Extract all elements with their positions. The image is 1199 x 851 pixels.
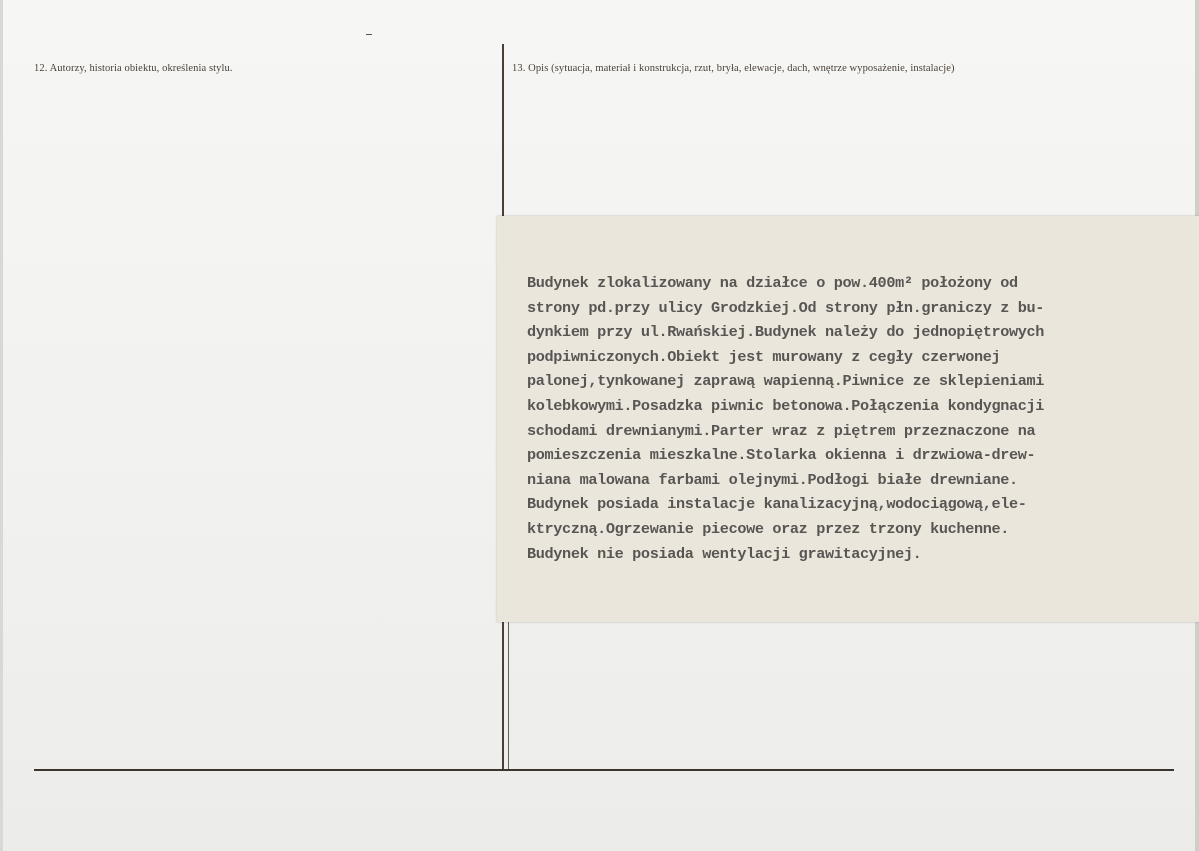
typed-line: schodami drewnianymi.Parter wraz z piętrem przeznaczone na xyxy=(527,421,1036,440)
sheet-edge-left xyxy=(0,0,3,851)
registration-mark xyxy=(366,34,372,35)
typed-line: podpiwniczonych.Obiekt jest murowany z cegły czerwonej xyxy=(527,347,1001,366)
typed-line: kolebkowymi.Posadzka piwnic betonowa.Połączenia kondygnacji xyxy=(527,396,1045,415)
typed-line: Budynek nie posiada wentylacji grawitacyjnej. xyxy=(527,544,922,563)
typed-description xyxy=(527,271,1177,566)
typed-line: niana malowana farbami olejnymi.Podłogi białe drewniane. xyxy=(527,470,1018,489)
typed-line: dynkiem przy ul.Rwańskiej.Budynek należy do jednopiętrowych xyxy=(527,323,1045,342)
field-12-label: 12. Autorzy, historia obiektu, określenia stylu. xyxy=(34,63,233,74)
typed-line: ktryczną.Ogrzewanie piecowe oraz przez trzony kuchenne. xyxy=(527,519,1010,538)
typed-line: palonej,tynkowanej zaprawą wapienną.Piwnice ze sklepieniami xyxy=(527,372,1045,391)
typed-line: Budynek zlokalizowany na działce o pow.400m² położony od xyxy=(527,274,1018,292)
typed-line: pomieszczenia mieszkalne.Stolarka okienna i drzwiowa-drew- xyxy=(527,446,1036,465)
typed-line: Budynek posiada instalacje kanalizacyjną,wodociągową,ele- xyxy=(527,495,1027,514)
field-13-label: 13. Opis (sytuacja, materiał i konstrukcja, rzut, bryła, elewacje, dach, wnętrze wyposażenie, instalacje) xyxy=(512,63,955,74)
column-divider-lower xyxy=(508,622,509,770)
pasted-typed-note xyxy=(497,216,1199,622)
typed-line: strony pd.przy ulicy Grodzkiej.Od strony płn.graniczy z bu- xyxy=(527,298,1045,317)
bottom-rule xyxy=(34,769,1174,771)
